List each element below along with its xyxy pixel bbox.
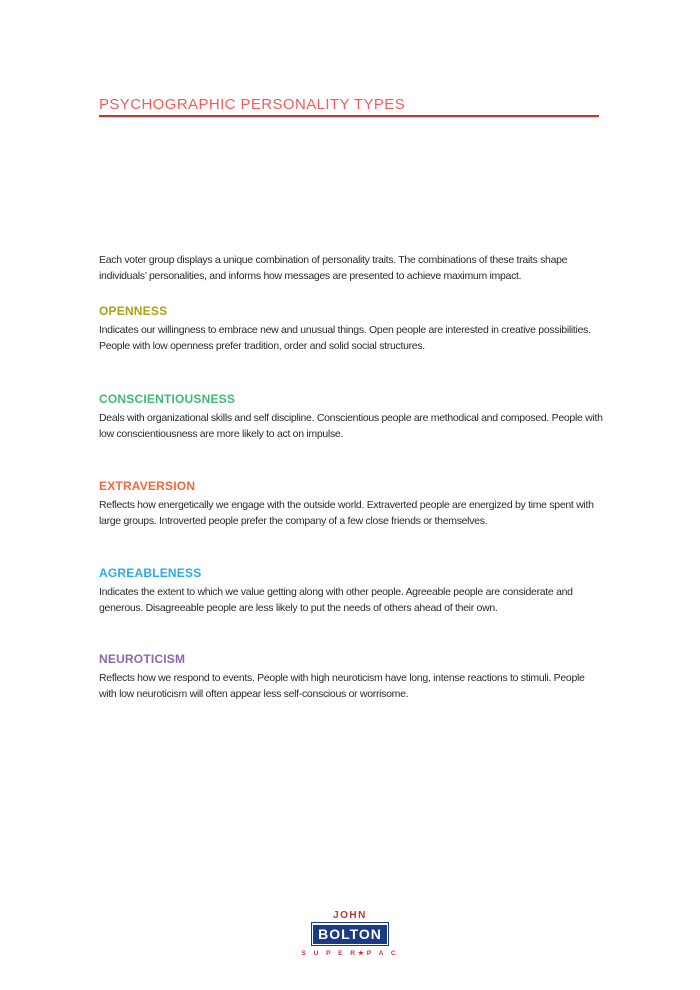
logo-first-name: JOHN bbox=[333, 910, 367, 921]
section-openness bbox=[99, 304, 604, 354]
section-body-openness: Indicates our willingness to embrace new and unusual things. Open people are interested in creative possibilities. People with low openness prefer tradition, order and solid social structures. bbox=[99, 324, 591, 352]
page-title: PSYCHOGRAPHIC PERSONALITY TYPES bbox=[99, 96, 406, 114]
section-extraversion bbox=[99, 479, 604, 529]
section-heading-openness: OPENNESS bbox=[99, 304, 168, 318]
logo-last-name: BOLTON bbox=[313, 925, 387, 944]
intro-paragraph: Each voter group displays a unique combination of personality traits. The combinations of these traits shape individuals’ personalities, and informs how messages are presented to achieve maximum impact. bbox=[99, 253, 568, 282]
section-neuroticism bbox=[99, 652, 604, 702]
section-heading-conscientiousness: CONSCIENTIOUSNESS bbox=[99, 392, 236, 406]
section-conscientiousness bbox=[99, 392, 604, 442]
section-heading-neuroticism: NEUROTICISM bbox=[99, 652, 186, 666]
title-underline bbox=[99, 115, 599, 117]
section-body-conscientiousness: Deals with organizational skills and self discipline. Conscientious people are methodical and composed. People with low conscientiousness are more likely to act on impulse. bbox=[99, 412, 603, 440]
john-bolton-superpac-logo bbox=[0, 910, 700, 957]
section-body-neuroticism: Reflects how we respond to events. People with high neuroticism have long, intense reactions to stimuli. People with low neuroticism will often appear less self-conscious or worrisome. bbox=[99, 672, 585, 700]
section-body-extraversion: Reflects how energetically we engage with the outside world. Extraverted people are energized by time spent with large groups. Introverted people prefer the company of a few close friends or themselves. bbox=[99, 499, 594, 527]
section-agreableness bbox=[99, 566, 604, 616]
logo-box bbox=[311, 922, 390, 946]
section-heading-extraversion: EXTRAVERSION bbox=[99, 479, 196, 493]
section-body-agreableness: Indicates the extent to which we value getting along with other people. Agreeable people are considerate and generous. Disagreeable people are less likely to put the needs of others ahead of their own. bbox=[99, 586, 573, 614]
logo-superpac-label: S U P E R★P A C bbox=[301, 950, 399, 957]
section-heading-agreableness: AGREABLENESS bbox=[99, 566, 202, 580]
